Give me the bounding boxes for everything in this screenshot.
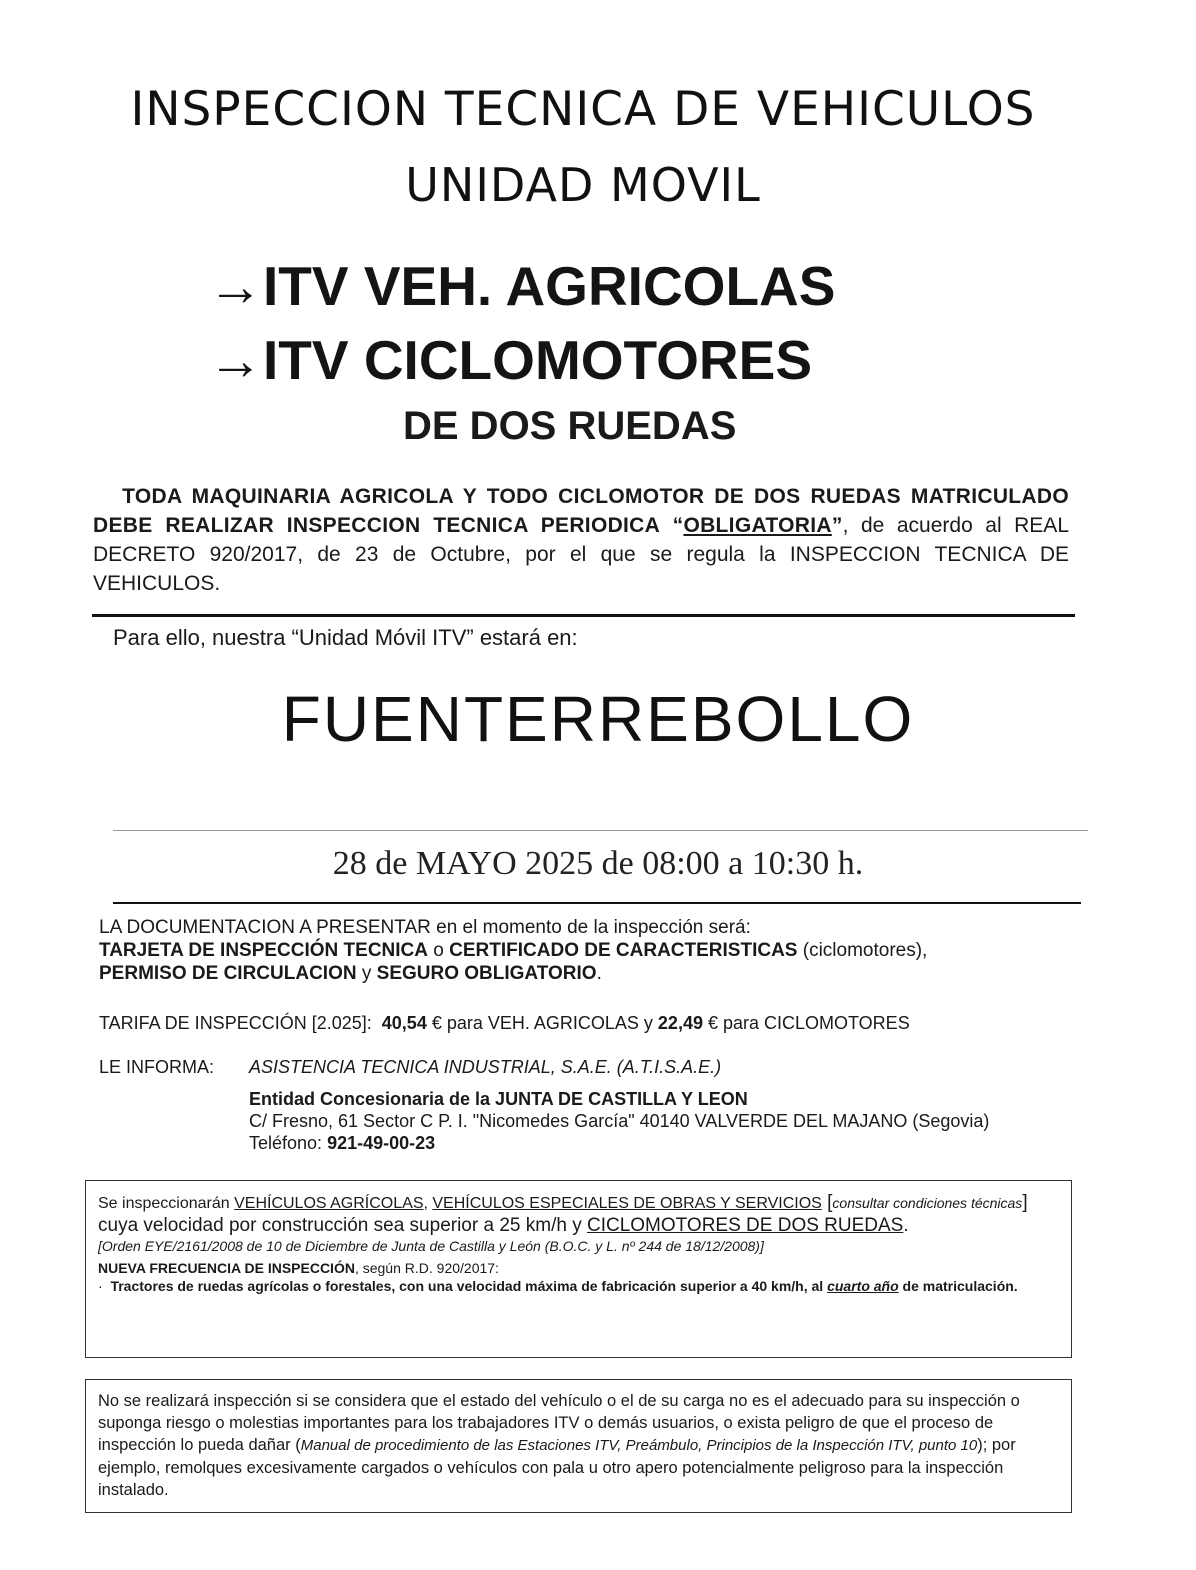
title-line-2: UNIDAD MOVIL [405, 158, 761, 212]
doc-note: (ciclomotores), [797, 940, 928, 961]
v-especiales: VEHÍCULOS ESPECIALES DE OBRAS Y SERVICIOS [432, 1195, 822, 1212]
arrow-icon: → [208, 329, 263, 391]
divider [113, 902, 1081, 904]
doc-o: o [428, 940, 450, 961]
tarifa-ciclo-text: € para CICLOMOTORES [702, 1013, 910, 1033]
service-agricolas [208, 254, 835, 318]
documentation-intro: LA DOCUMENTACION A PRESENTAR en el momento de la inspección será: [99, 917, 751, 938]
informa [99, 1057, 214, 1078]
warning-a: No se realizará inspección si se considera que el estado del vehículo o el de su carga no es el adecuado para su inspección o suponga riesgo o molestias importantes para los trabajadores ITV o demás usuarios, o exista peligro de que el proceso de inspección lo pueda dañar ( [98, 1392, 1020, 1454]
obligatoria: OBLIGATORIA [683, 514, 832, 537]
quote-close: ” [831, 514, 843, 537]
informa-label: LE INFORMA: [99, 1057, 215, 1077]
title-line-1: INSPECCION TECNICA DE VEHICULOS [130, 82, 1036, 137]
doc-y: y [356, 963, 377, 984]
v-a: Se inspeccionarán [98, 1195, 235, 1212]
warning-text [98, 1390, 1059, 1501]
town-name: FUENTERREBOLLO [281, 683, 915, 755]
v-brc: ] [1022, 1192, 1028, 1213]
freq-item [98, 1276, 1059, 1296]
bullet: · [98, 1278, 103, 1294]
inspection-date: 28 de MAYO 2025 de 08:00 a 10:30 h. [332, 845, 864, 882]
phone-label: Teléfono: [249, 1133, 328, 1153]
entity-block [249, 1088, 989, 1154]
service-agricolas-label: ITV VEH. AGRICOLAS [263, 255, 836, 317]
v-bro: [ [821, 1192, 833, 1213]
tarifa [99, 1013, 910, 1034]
service-ciclomotores-label: ITV CICLOMOTORES [263, 329, 813, 391]
freq-item-b: de matriculación. [898, 1278, 1018, 1294]
orden-ref [98, 1238, 1059, 1254]
company-text: ASISTENCIA TECNICA INDUSTRIAL, S.A.E. (A.T.I.S.A.E.) [249, 1057, 722, 1077]
warning-box [85, 1379, 1072, 1513]
freq-item-a: Tractores de ruedas agrícolas o forestales, con una velocidad máxima de fabricación superior a 40 km/h, al [110, 1278, 828, 1294]
doc-seguro: SEGURO OBLIGATORIO [376, 963, 597, 984]
quote-open: “ [672, 514, 684, 537]
arrow-icon: → [208, 255, 263, 317]
divider [113, 830, 1088, 831]
documentation-list-1 [99, 939, 1089, 962]
freq-rest: , según R.D. 920/2017: [354, 1260, 499, 1276]
notice-rest: , de acuerdo al REAL DECRETO 920/2017, de 23 de Octubre, por el que se regula la INSPECCION TECNICA DE VEHICULOS. [93, 514, 1069, 595]
v-end: . [903, 1215, 909, 1236]
freq-label: NUEVA FRECUENCIA DE INSPECCIÓN [98, 1260, 355, 1276]
v-agricolas: VEHÍCULOS AGRÍCOLAS [234, 1195, 424, 1212]
notice-paragraph [93, 482, 1069, 598]
tarifa-agri-text: € para VEH. AGRICOLAS y [426, 1013, 658, 1033]
company-name [249, 1057, 721, 1078]
entity-phone [249, 1132, 989, 1154]
service-ciclomotores-sub: DE DOS RUEDAS [403, 404, 737, 448]
v-b: cuya velocidad por construcción sea superior a 25 km/h y [98, 1215, 587, 1236]
doc-tarjeta: TARJETA DE INSPECCIÓN TECNICA [99, 940, 429, 961]
tarifa-label: TARIFA DE INSPECCIÓN [2.025]: [99, 1013, 372, 1033]
divider [92, 614, 1075, 617]
v-ciclomotores: CICLOMOTORES DE DOS RUEDAS [586, 1215, 904, 1236]
documentation [99, 916, 1089, 985]
v-condiciones: consultar condiciones técnicas [832, 1195, 1023, 1211]
orden-text: [Orden EYE/2161/2008 de 10 de Diciembre de Junta de Castilla y León (B.O.C. y L. nº 244 de 18/12/2008)] [98, 1238, 764, 1254]
location-intro: Para ello, nuestra “Unidad Móvil ITV” estará en: [113, 625, 578, 650]
doc-certificado: CERTIFICADO DE CARACTERISTICAS [449, 940, 798, 961]
entity-name: Entidad Concesionaria de la JUNTA DE CASTILLA Y LEON [249, 1089, 748, 1109]
price-ciclomotores: 22,49 [657, 1013, 703, 1033]
service-ciclomotores [208, 328, 812, 392]
vehicles-box [85, 1180, 1072, 1358]
notice-bold: TODA MAQUINARIA AGRICOLA Y TODO CICLOMOTOR DE DOS RUEDAS MATRICULADO DEBE REALIZAR INSPECCION TECNICA PERIODICA [93, 485, 1069, 537]
warning-b: ); por ejemplo, remolques excesivamente cargados o vehículos con pala u otro apero potencialmente peligroso para la inspección instalado. [98, 1436, 1016, 1499]
phone-number: 921-49-00-23 [327, 1133, 436, 1153]
v-comma: , [423, 1195, 433, 1212]
vehicles-paragraph [98, 1192, 1059, 1237]
entity-address: C/ Fresno, 61 Sector C P. I. "Nicomedes García" 40140 VALVERDE DEL MAJANO (Segovia) [249, 1111, 990, 1131]
price-agricolas: 40,54 [381, 1013, 427, 1033]
frecuencia [98, 1260, 1059, 1276]
warning-italic: Manual de procedimiento de las Estaciones ITV, Preámbulo, Principios de la Inspección ITV, punto 10 [300, 1437, 978, 1454]
cuarto-ano: cuarto año [827, 1278, 899, 1294]
doc-permiso: PERMISO DE CIRCULACION [99, 963, 357, 984]
doc-dot: . [596, 963, 602, 984]
documentation-list-2 [99, 962, 1089, 985]
